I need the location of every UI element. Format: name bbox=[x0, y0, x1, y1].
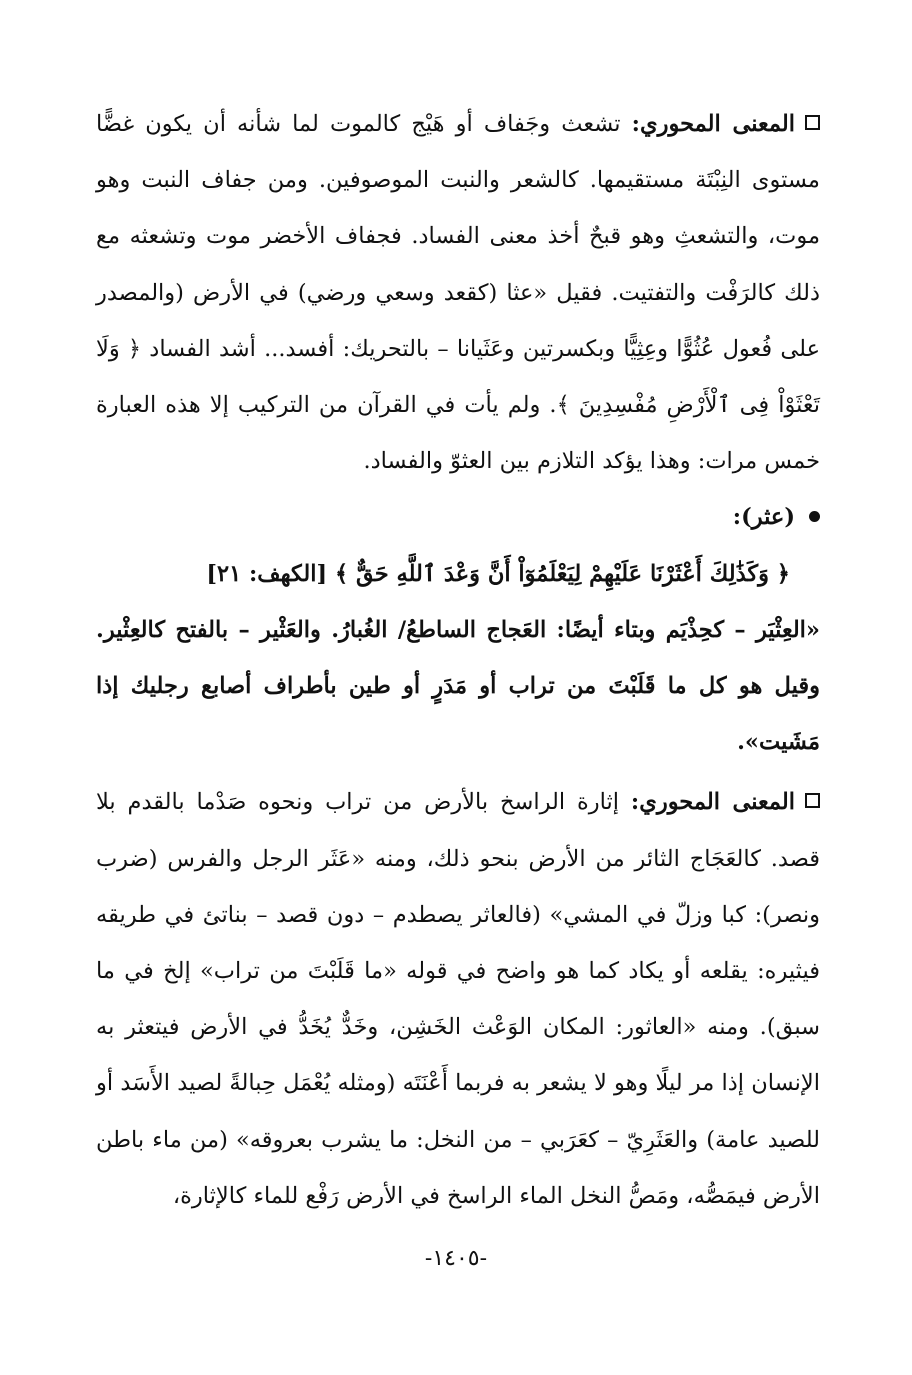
body-text bbox=[96, 96, 820, 1224]
page-number: -١٤٠٥- bbox=[424, 1246, 488, 1271]
quran-verse: ﴿ وَكَذَٰلِكَ أَعْثَرْنَا عَلَيْهِمْ لِيَعْلَمُوٓاْ أَنَّ وَعْدَ ٱللَّهِ حَقٌّ ﴾ [الكهف: ٢١] bbox=[206, 560, 790, 587]
paragraph-core-meaning-2 bbox=[96, 774, 820, 1224]
bullet-icon bbox=[809, 511, 820, 522]
paragraph-text: إثارة الراسخ بالأرض من تراب ونحوه صَدْما بالقدم بلا قصد. كالعَجَاج الثائر من الأرض بنحو ذلك، ومنه «عَثَر الرجل والفرس (ضرب ونصر): كبا وزلّ في المشي» (فالعاثر يصطدم – دون قصد – بناتئ في طريقه فيثيره: يقلعه أو يكاد كما هو واضح في قوله «ما قَلَبْتَ من تراب» إلخ في ما سبق). ومنه «العاثور: المكان الوَعْث الخَشِن، وخَدٌّ يُخَدُّ في الأرض فيتعثر به الإنسان إذا مر ليلًا وهو لا يشعر به فربما أَعْنَتَه (ومثله يُعْمَل حِبالةً لصيد الأَسَد أو للصيد عامة) والعَثَرِيّ – كعَرَبي – من النخل: ما يشرب بعروقه» (من ماء باطن الأرض فيمَصُّه، ومَصُّ النخل الماء الراسخ في الأرض رَفْع للماء كالإثارة، bbox=[96, 789, 820, 1209]
paragraph-text: تشعث وجَفاف أو هَيْج كالموت لما شأنه أن يكون غضًّا مستوى النِبْتَة مستقيمها. كالشعر والنبت الموصوفين. ومن جفاف النبت وهو موت، والتشعثِ وهو قبحٌ أخذ معنى الفساد. فجفاف الأخضر موت وتشعثه مع ذلك كالرَفْت والتفتيت. فقيل «عثا (كقعد وسعي ورضي) في الأرض (والمصدر على فُعول عُثُوًّا وعِثِيًّا وبكسرتين وعَثَيانا – بالتحريك: أفسد... أشد الفساد ﴿ وَلَا تَعْثَوْاْ فِى ٱلْأَرْضِ مُفْسِدِينَ ﴾. ولم يأت في القرآن من التركيب إلا هذه العبارة خمس مرات: وهذا يؤكد التلازم بين العثوّ والفساد. bbox=[96, 111, 820, 475]
paragraph-core-meaning-1 bbox=[96, 96, 820, 489]
checkbox-square-icon bbox=[805, 115, 820, 130]
root-heading-text: (عثر): bbox=[732, 504, 795, 531]
core-meaning-label: المعنى المحوري: bbox=[630, 789, 796, 816]
paragraph-lexical-definition: «العِثْيَر – كحِذْيَم وبتاء أيضًا: العَجاج الساطعُ/ الغُبارُ. والعَثْير – بالفتح كالعِثْير. وقيل هو كل ما قَلَبْتَ من تراب أو مَدَرٍ أو طين بأطراف أصابع رجليك إذا مَشَيت». bbox=[96, 616, 820, 756]
checkbox-square-icon bbox=[805, 793, 820, 808]
core-meaning-label: المعنى المحوري: bbox=[631, 111, 796, 137]
root-heading bbox=[96, 489, 820, 545]
